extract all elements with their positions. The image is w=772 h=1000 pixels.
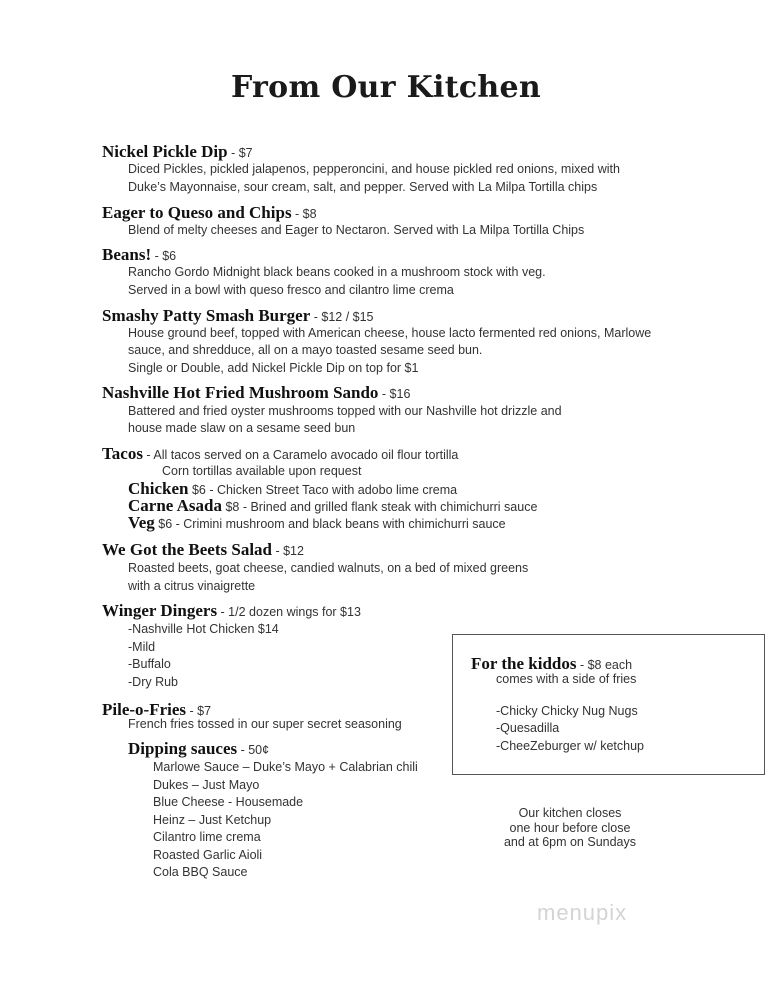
sauce-item: Heinz – Just Ketchup: [153, 813, 272, 827]
wing-option: -Dry Rub: [128, 675, 179, 689]
page-title: From Our Kitchen: [230, 70, 542, 105]
sauce-item: Cola BBQ Sauce: [153, 865, 248, 879]
closing-note: and at 6pm on Sundays: [503, 835, 637, 849]
closing-note: Our kitchen closes: [518, 806, 622, 820]
item-desc: with a citrus vinaigrette: [128, 579, 256, 593]
kids-sub: comes with a side of fries: [496, 672, 637, 686]
watermark-logo: menupix: [537, 900, 628, 925]
item-heading: Smashy Patty Smash Burger - $12 / $15: [102, 306, 374, 325]
sauce-item: Cilantro lime crema: [153, 830, 261, 844]
closing-note: one hour before close: [509, 821, 631, 835]
item-price: - $16: [378, 387, 411, 401]
sauce-item: Marlowe Sauce – Duke’s Mayo + Calabrian chili: [153, 760, 418, 774]
taco-option: Veg $6 - Crimini mushroom and black beans with chimichurri sauce: [128, 513, 506, 532]
taco-option: Chicken $6 - Chicken Street Taco with adobo lime crema: [128, 479, 458, 498]
wing-option: -Mild: [128, 640, 156, 654]
item-desc: Single or Double, add Nickel Pickle Dip on top for $1: [128, 361, 419, 375]
item-desc: French fries tossed in our super secret seasoning: [128, 717, 402, 731]
item-heading: Pile-o-Fries - $7: [102, 700, 212, 719]
sauces-heading: Dipping sauces - 50¢: [128, 739, 270, 758]
item-heading: We Got the Beets Salad - $12: [102, 540, 304, 559]
item-desc: sauce, and shredduce, all on a mayo toasted sesame seed bun.: [128, 343, 483, 357]
item-desc: Diced Pickles, pickled jalapenos, pepperoncini, and house pickled red onions, mixed with: [128, 162, 620, 176]
item-desc: Roasted beets, goat cheese, candied walnuts, on a bed of mixed greens: [128, 561, 529, 575]
item-desc: Battered and fried oyster mushrooms topped with our Nashville hot drizzle and: [128, 404, 562, 418]
item-desc: house made slaw on a sesame seed bun: [128, 421, 356, 435]
item-heading: Nashville Hot Fried Mushroom Sando - $16: [102, 383, 411, 402]
kids-item: -CheeZeburger w/ ketchup: [496, 739, 644, 753]
sauce-item: Dukes – Just Mayo: [153, 778, 260, 792]
item-desc: Served in a bowl with queso fresco and cilantro lime crema: [128, 283, 454, 297]
item-heading: Beans! - $6: [102, 245, 177, 264]
item-desc: Duke’s Mayonnaise, sour cream, salt, and pepper. Served with La Milpa Tortilla chips: [128, 180, 598, 194]
kids-item: -Chicky Chicky Nug Nugs: [496, 704, 638, 718]
item-heading: Winger Dingers - 1/2 dozen wings for $13: [102, 601, 361, 620]
item-heading: Eager to Queso and Chips - $8: [102, 203, 317, 222]
item-price: - $12 / $15: [310, 310, 374, 324]
tacos-note: Corn tortillas available upon request: [162, 464, 362, 478]
wing-option: -Nashville Hot Chicken $14: [128, 622, 279, 636]
sauce-item: Blue Cheese - Housemade: [153, 795, 304, 809]
taco-option: Carne Asada $8 - Brined and grilled flank steak with chimichurri sauce: [128, 496, 538, 515]
item-price: - $6: [151, 249, 177, 263]
wing-option: -Buffalo: [128, 657, 171, 671]
item-desc: House ground beef, topped with American cheese, house lacto fermented red onions, Marlowe: [128, 326, 652, 340]
kids-heading: For the kiddos - $8 each: [471, 654, 633, 673]
item-price: - $7: [227, 146, 253, 160]
tacos-heading: Tacos - All tacos served on a Caramelo avocado oil flour tortilla: [102, 444, 459, 463]
kids-item: -Quesadilla: [496, 721, 560, 735]
item-heading: Nickel Pickle Dip - $7: [102, 142, 253, 161]
item-desc: Rancho Gordo Midnight black beans cooked in a mushroom stock with veg.: [128, 265, 546, 279]
item-desc: Blend of melty cheeses and Eager to Nectaron. Served with La Milpa Tortilla Chips: [128, 223, 585, 237]
sauce-item: Roasted Garlic Aioli: [153, 848, 263, 862]
item-price: - $8: [291, 207, 317, 221]
